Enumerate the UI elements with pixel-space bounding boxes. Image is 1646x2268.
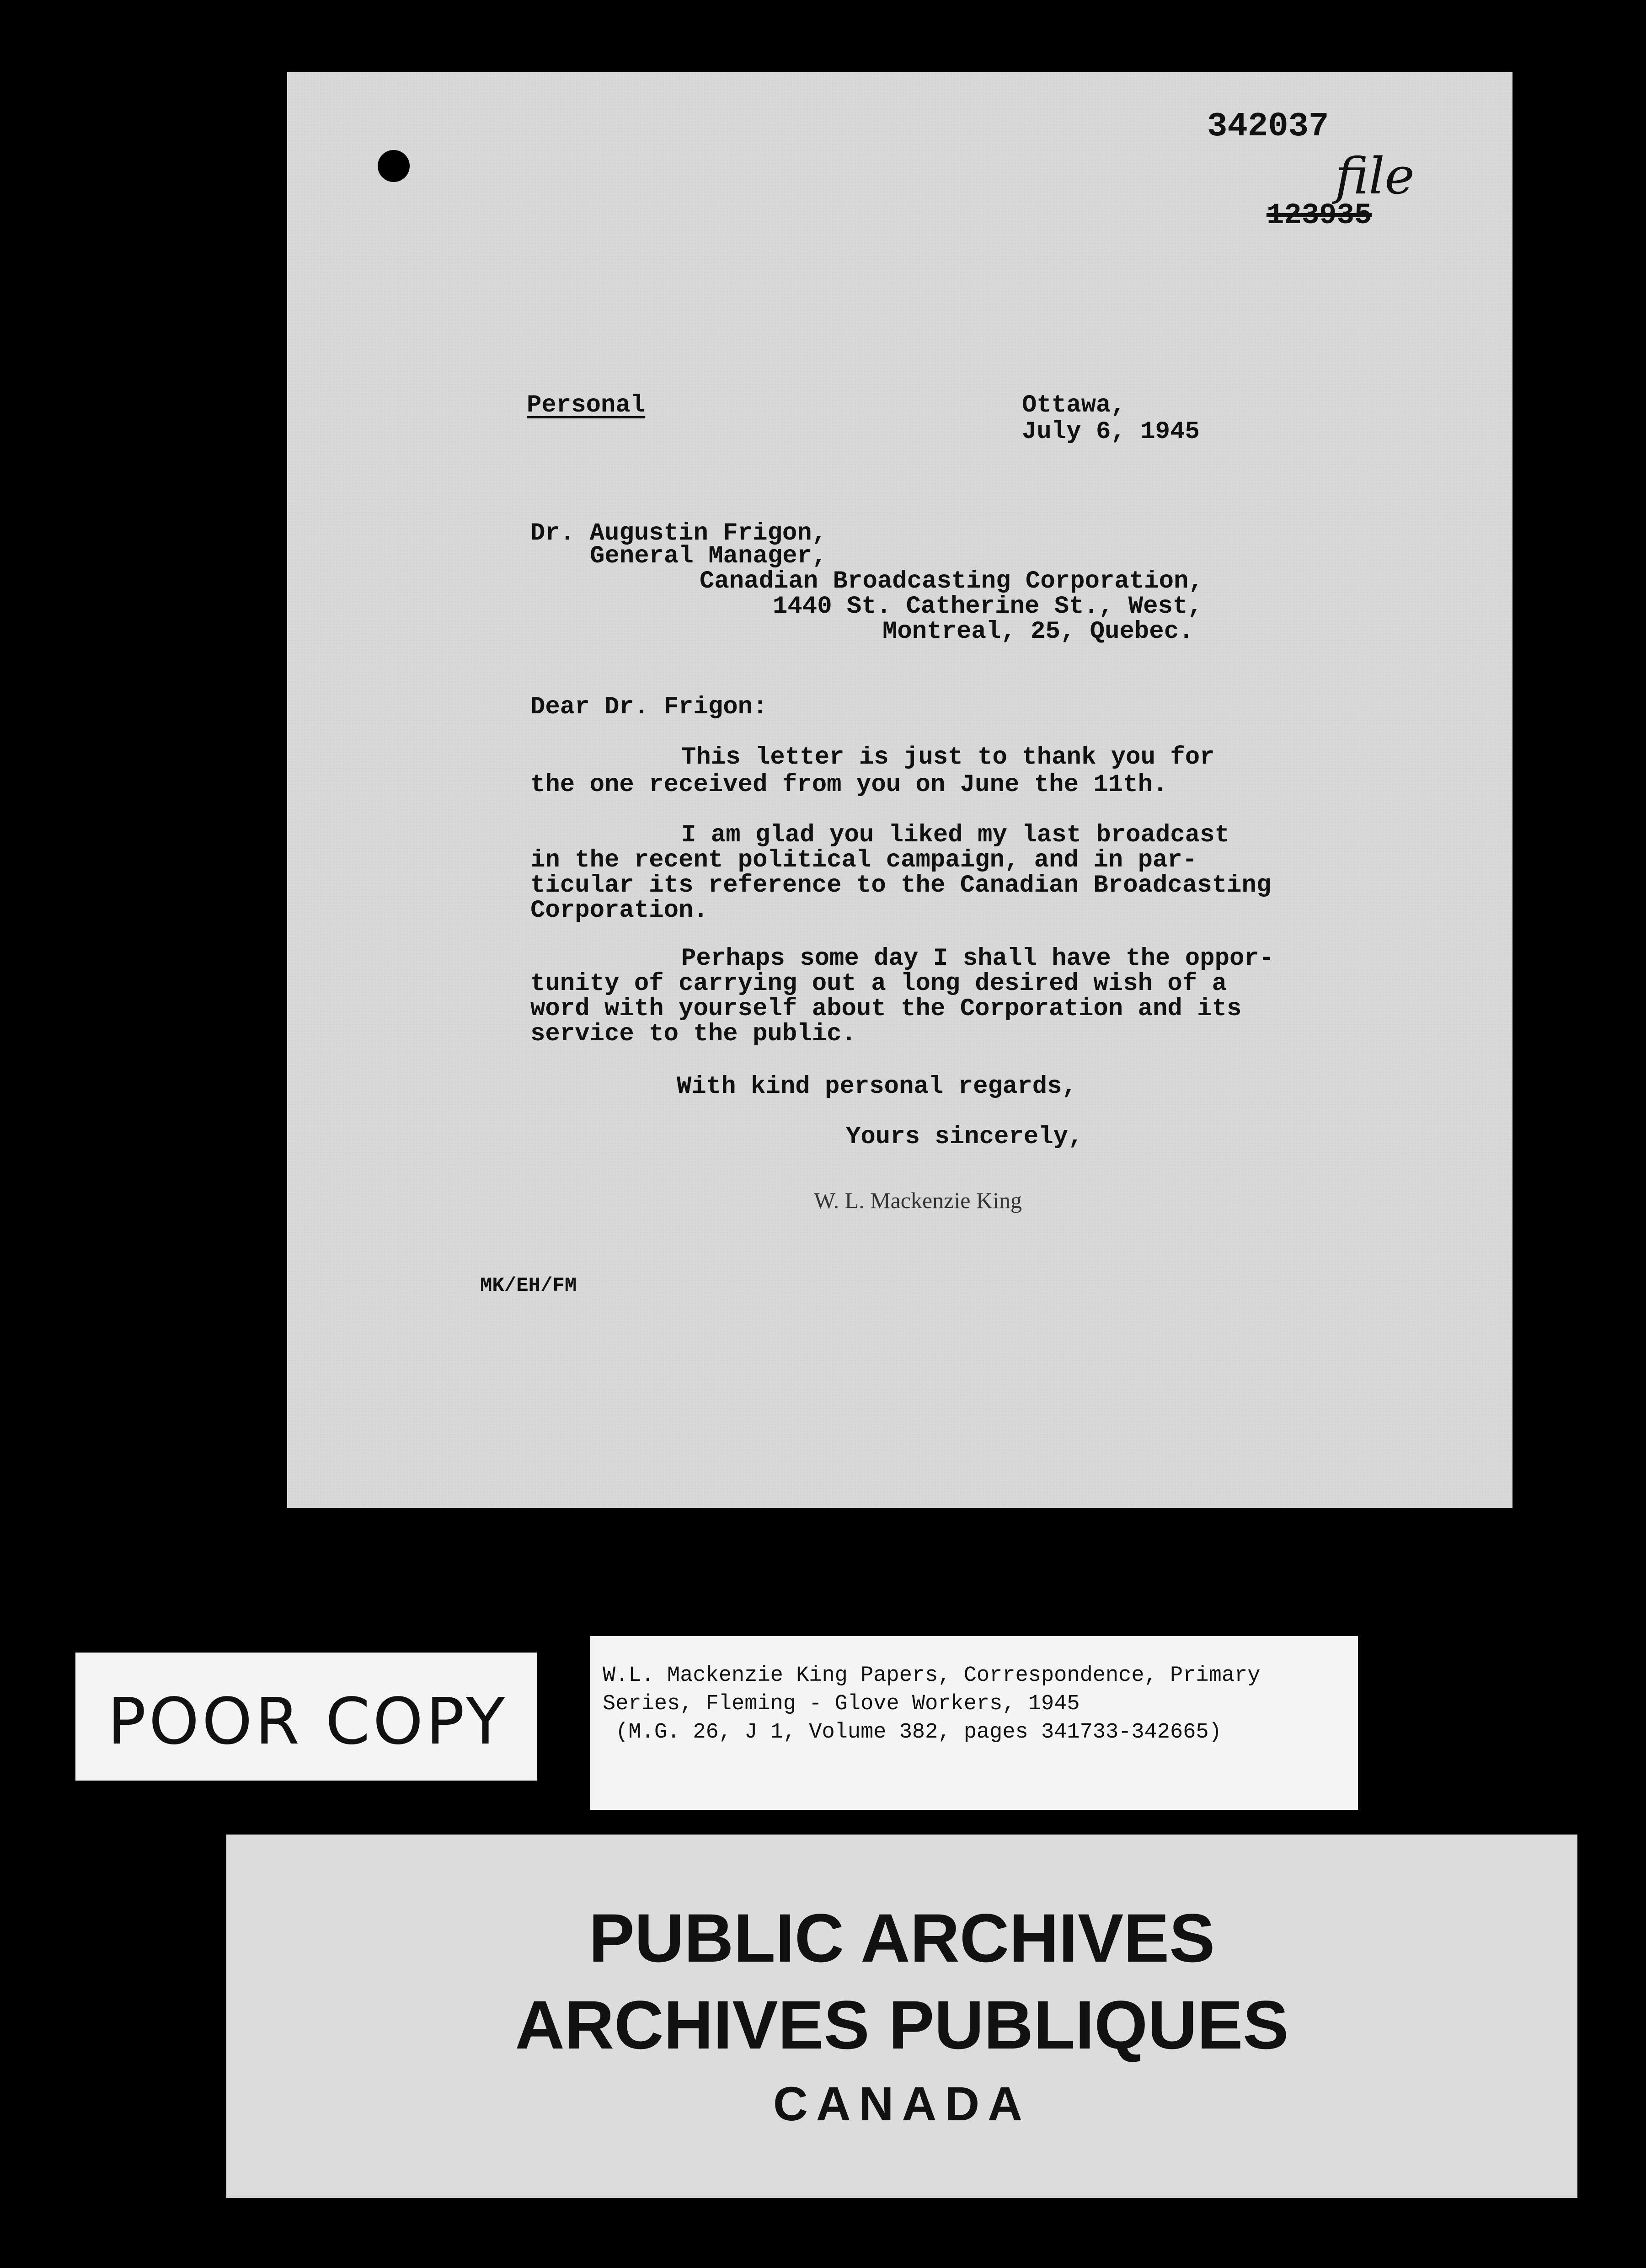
body-line: Corporation. (530, 897, 708, 925)
body-line: ticular its reference to the Canadian Broadcasting (530, 872, 1272, 899)
poor-copy-label (75, 1653, 537, 1781)
body-line: word with yourself about the Corporation and its (530, 995, 1242, 1023)
body-line: I am glad you liked my last broadcast (681, 821, 1229, 849)
recipient-line: Canadian Broadcasting Corporation, (700, 567, 1203, 595)
archives-stamp (226, 1835, 1577, 2198)
body-line: This letter is just to thank you for (681, 744, 1215, 771)
signature: W. L. Mackenzie King (814, 1187, 1022, 1213)
archives-line-french: ARCHIVES PUBLIQUES (515, 1986, 1289, 2063)
letter-heading: Personal (527, 391, 646, 419)
archives-line-country: CANADA (773, 2077, 1031, 2131)
recipient-line: Dr. Augustin Frigon, (530, 519, 827, 547)
old-document-number: 123935 (1267, 199, 1372, 232)
punch-hole (378, 150, 410, 182)
document-number: 342037 (1207, 107, 1329, 146)
salutation: Dear Dr. Frigon: (530, 693, 768, 721)
body-line: service to the public. (530, 1020, 856, 1048)
recipient-line: General Manager, (590, 542, 827, 570)
body-line: tunity of carrying out a long desired wish of a (530, 970, 1227, 998)
letter-place: Ottawa, (1022, 391, 1126, 419)
handwritten-file-note: file (1335, 147, 1415, 205)
citation-line: Series, Fleming - Glove Workers, 1945 (603, 1692, 1080, 1716)
body-line: the one received from you on June the 11th. (530, 771, 1168, 799)
body-line: in the recent political campaign, and in par- (530, 846, 1197, 874)
citation-line: W.L. Mackenzie King Papers, Correspondence, Primary (603, 1664, 1261, 1688)
closing: Yours sincerely, (846, 1123, 1083, 1151)
citation-label (590, 1636, 1358, 1810)
recipient-line: Montreal, 25, Quebec. (882, 618, 1194, 646)
citation-line: (M.G. 26, J 1, Volume 382, pages 341733-342665) (603, 1720, 1222, 1744)
letter-date: July 6, 1945 (1022, 418, 1200, 446)
body-line: Perhaps some day I shall have the oppor- (681, 945, 1274, 973)
poor-copy-text: POOR COPY (107, 1685, 508, 1759)
recipient-line: 1440 St. Catherine St., West, (773, 593, 1202, 620)
typist-initials: MK/EH/FM (480, 1274, 577, 1297)
closing-regards: With kind personal regards, (677, 1073, 1077, 1101)
archives-line-english: PUBLIC ARCHIVES (588, 1899, 1215, 1976)
